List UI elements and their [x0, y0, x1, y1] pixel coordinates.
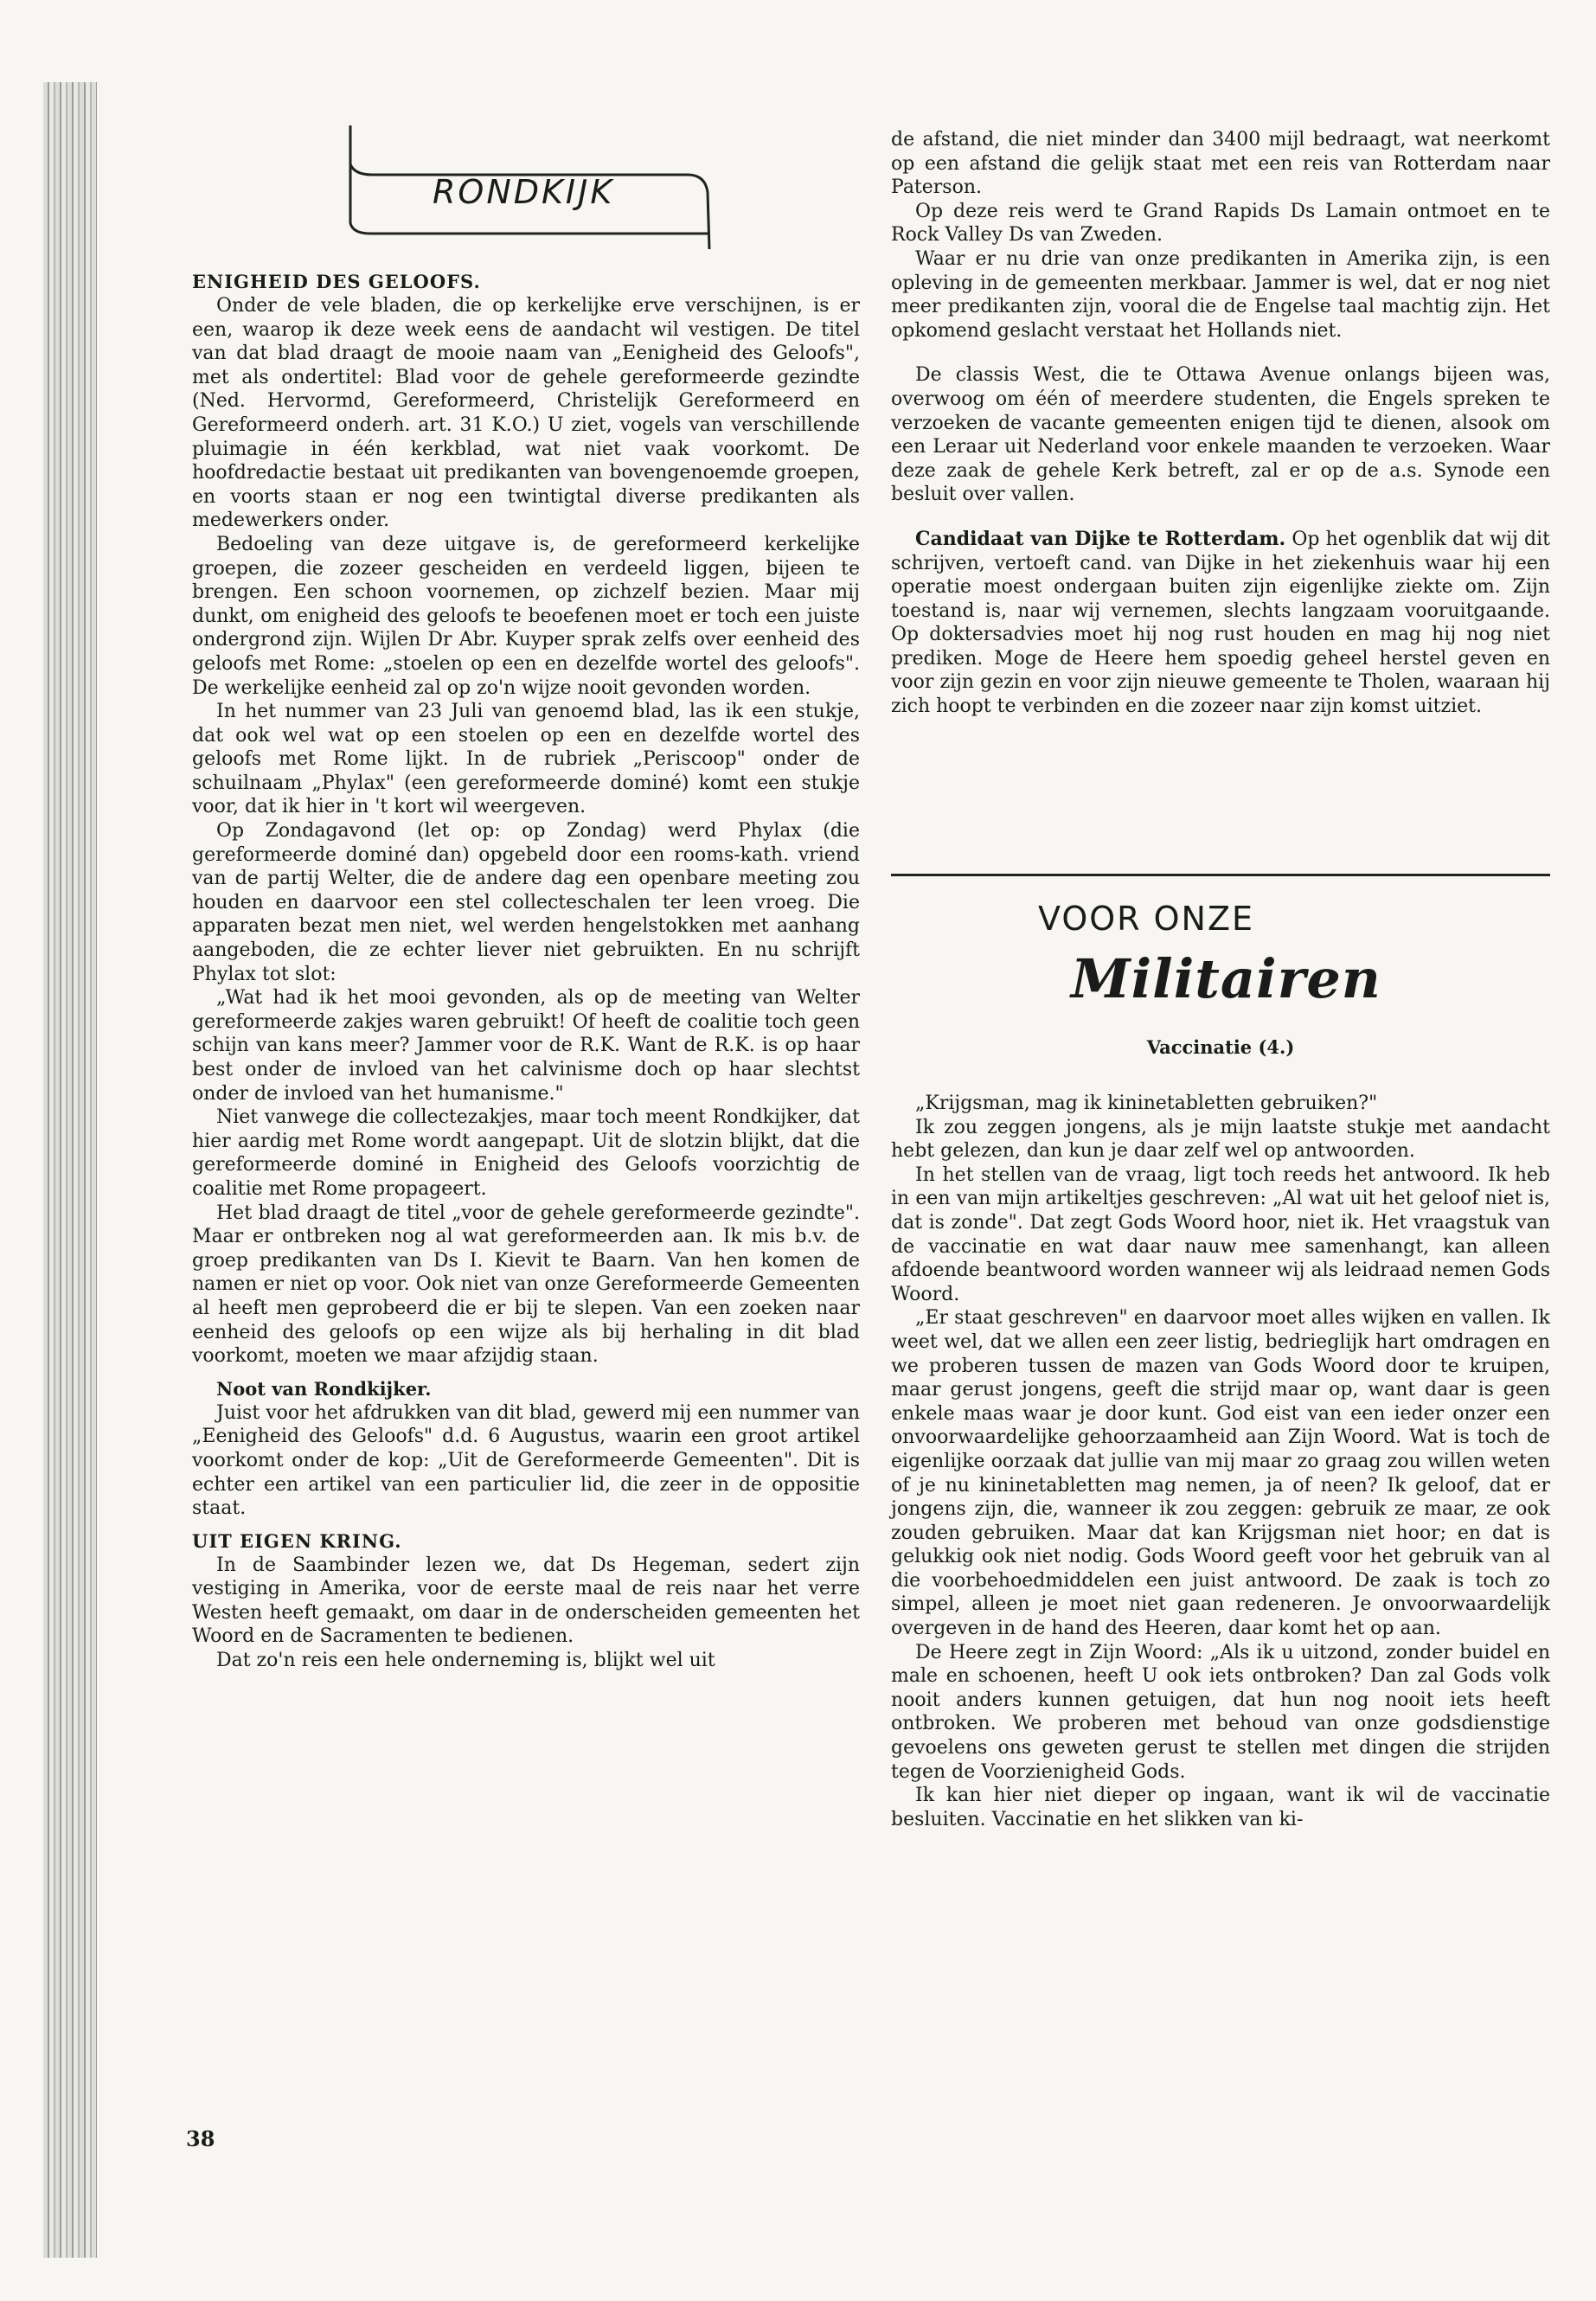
paragraph: „Krijgsman, mag ik kininetabletten gebruiken?" — [915, 1093, 1378, 1114]
paragraph: „Wat had ik het mooi gevonden, als op de meeting van Welter gereformeerde zakjes waren gebruikt! Of heeft de coalitie toch geen schijn van kans meer? Jammer voor de R.K. Want de R.K. is op haar best onder de invloed van het calvinisme doch op haar slechtst onder de invloed van het humanisme." — [192, 987, 860, 1105]
rondkijk-title: RONDKIJK — [433, 173, 615, 211]
paragraph: Ik zou zeggen jongens, als je mijn laatste stukje met aandacht hebt gelezen, dan kun je daar zelf wel op antwoorden. — [891, 1116, 1550, 1163]
heading-uit-eigen-kring: UIT EIGEN KRING. — [192, 1529, 402, 1552]
candidaat-heading: Candidaat van Dijke te Rotterdam. — [915, 527, 1286, 550]
voor-onze-heading: VOOR ONZE — [1038, 900, 1255, 938]
heading-enigheid: ENIGHEID DES GELOOFS. — [192, 271, 481, 292]
paragraph: de afstand, die niet minder dan 3400 mijl bedraagt, wat neerkomt op een afstand die gelijk staat met een reis van Rotterdam naar Paterson. — [891, 129, 1550, 199]
paragraph: Bedoeling van deze uitgave is, de gereformeerd kerkelijke groepen, die zozeer gescheiden en verdeeld liggen, bijeen te brengen. Een schoon voornemen, op zichzelf bezien. Maar mij dunkt, om enigheid des geloofs te beoefenen moet er toch een juiste ondergrond zijn. Wijlen Dr Abr. Kuyper sprak zelfs over eenheid des geloofs met Rome: „stoelen op een en dezelfde wortel des geloofs". De werkelijke eenheid zal op zo'n wijze nooit gevonden worden. — [192, 533, 860, 699]
paragraph: Juist voor het afdrukken van dit blad, gewerd mij een nummer van „Eenigheid des Geloofs" d.d. 6 Augustus, waarin een groot artikel voorkomt onder de kop: „Uit de Gereformeerde Gemeenten". Dit is echter een artikel van een particulier lid, die zeer in de oppositie staat. — [192, 1401, 860, 1520]
vaccinatie-title: Vaccinatie (4.) — [1146, 1036, 1295, 1058]
paragraph: In het stellen van de vraag, ligt toch reeds het antwoord. Ik heb in een van mijn artikeltjes geschreven: „Al wat uit het geloof niet is, dat is zonde". Dat zegt Gods Woord hoor, niet ik. Het vraagstuk van de vaccinatie en wat daar nauw mee samenhangt, kan alleen afdoende beantwoord worden wanneer wij als leidraad nemen Gods Woord. — [891, 1163, 1550, 1305]
paragraph: Op Zondagavond (let op: op Zondag) werd Phylax (die gereformeerde dominé dan) opgebeld door een rooms-kath. vriend van de partij Welter, die de andere dag een openbare meeting zou houden en daarvoor een stel collecteschalen ter leen vroeg. Die apparaten bezat men niet, wel werden hengelstokken met aanhang aangeboden, die ze echter liever niet gebruikten. En nu schrijft Phylax tot slot: — [192, 820, 860, 985]
binding-edge — [43, 82, 97, 2258]
paragraph: In de Saambinder lezen we, dat Ds Hegeman, sedert zijn vestiging in Amerika, voor de eerste maal de reis naar het verre Westen heeft gemaakt, om daar in de onderscheiden gemeenten het Woord en de Sacramenten te bedienen. — [192, 1554, 860, 1648]
left-column — [192, 270, 860, 1673]
paragraph: De classis West, die te Ottawa Avenue onlangs bijeen was, overwoog om één of meerdere studenten, die Engels spreken te verzoeken de vacante gemeenten enigen tijd te dienen, alsook om een Leraar uit Nederland voor enkele maanden te verzoeken. Waar deze zaak de gehele Kerk betreft, zal er op de a.s. Synode een besluit over vallen. — [891, 364, 1550, 506]
paragraph: „Er staat geschreven" en daarvoor moet alles wijken en vallen. Ik weet wel, dat we allen een zeer listig, bedrieglijk hart omdragen en we proberen tussen de mazen van Gods Woord door te kruipen, maar gerust jongens, geeft die strijd maar op, want daar is geen enkele maas waar je door kunt. God eist van een ieder onzer een onvoorwaardelijke gehoorzaamheid aan Zijn Woord. Wat is toch de eigenlijke oorzaak dat jullie van mij maar zo graag zou willen weten of je nu kininetabletten mag nemen, ja of neen? Ik geloof, dat er jongens zijn, die, wanneer ik zou zeggen: gebruik ze maar, ze ook zouden gebruiken. Maar dat kan Krijgsman niet hoor; en dat is gelukkig ook niet nodig. Gods Woord geeft voor het gebruik van al die voorbehoedmiddelen een juist antwoord. De zaak is toch zo simpel, alleen je moet niet gaan redeneren. Je onvoorwaardelijk overgeven in de hand des Heeren, daar komt het op aan. — [891, 1307, 1550, 1640]
militairen-heading: Militairen — [1071, 947, 1381, 1010]
right-column-bottom — [891, 1092, 1550, 1831]
paragraph: Waar er nu drie van onze predikanten in Amerika zijn, is een opleving in de gemeenten merkbaar. Jammer is wel, dat er nog niet meer predikanten zijn, vooral die de Engelse taal machtig zijn. Het opkomend geslacht verstaat het Hollands niet. — [891, 247, 1550, 342]
section-divider — [891, 874, 1550, 876]
paragraph: Niet vanwege die collectezakjes, maar toch meent Rondkijker, dat hier aardig met Rome wordt aangepapt. Uit de slotzin blijkt, dat die gereformeerde dominé in Enigheid des Geloofs voorzichtig de coalitie met Rome propageert. — [192, 1106, 860, 1200]
paragraph: Op deze reis werd te Grand Rapids Ds Lamain ontmoet en te Rock Valley Ds van Zweden. — [891, 200, 1550, 247]
page-number: 38 — [186, 2126, 215, 2151]
right-column-top — [891, 128, 1550, 719]
candidaat-text: Op het ogenblik dat wij dit schrijven, vertoeft cand. van Dijke in het ziekenhuis waar hij een operatie moest ondergaan buiten zijn eigenlijke ziekte om. Zijn toestand is, naar wij vernemen, slechts langzaam vooruitgaande. Op doktersadvies moet hij nog rust houden en mag hij nog niet prediken. Moge de Heere hem spoedig geheel herstel geven en voor zijn gezin en voor zijn nieuwe gemeente te Tholen, waaraan hij zich hoopt te verbinden en die zozeer naar zijn komst uitziet. — [891, 528, 1550, 718]
paragraph: Onder de vele bladen, die op kerkelijke erve verschijnen, is er een, waarop ik deze week eens de aandacht wil vestigen. De titel van dat blad draagt de mooie naam van „Eenigheid des Geloofs", met als ondertitel: Blad voor de gehele gereformeerde gezindte (Ned. Hervormd, Gereformeerd, Christelijk Gereformeerd en Gereformeerd onderh. art. 31 K.O.) U ziet, vogels van verschillende pluimagie in één kerkblad, wat niet vaak voorkomt. De hoofdredactie bestaat uit predikanten van bovengenoemde groepen, en voorts staan er nog een twintigtal diverse predikanten als medewerkers onder. — [192, 295, 860, 532]
paragraph-candidaat — [891, 528, 1550, 719]
rondkijk-banner — [346, 121, 718, 251]
paragraph: In het nummer van 23 Juli van genoemd blad, las ik een stukje, dat ook wel wat op een stoelen op een en dezelfde wortel des geloofs met Rome lijkt. In de rubriek „Periscoop" onder de schuilnaam „Phylax" (een gereformeerde dominé) komt een stukje voor, dat ik hier in 't kort wil weergeven. — [192, 701, 860, 818]
paragraph: Dat zo'n reis een hele onderneming is, blijkt wel uit — [216, 1650, 715, 1672]
paragraph: Ik kan hier niet dieper op ingaan, want ik wil de vaccinatie besluiten. Vaccinatie en het slikken van ki- — [891, 1785, 1550, 1830]
heading-noot: Noot van Rondkijker. — [216, 1377, 432, 1400]
paragraph: Het blad draagt de titel „voor de gehele gereformeerde gezindte". Maar er ontbreken nog al wat gereformeerden aan. Ik mis b.v. de groep predikanten van Ds I. Kievit te Baarn. Van hen komen de namen er niet op voor. Ook niet van onze Gereformeerde Gemeenten al heeft men geprobeerd die er bij te slepen. Van een zoeken naar eenheid des geloofs op een wijze als bij herhaling in dit blad voorkomt, moeten we maar afzijdig staan. — [192, 1202, 860, 1368]
paragraph: De Heere zegt in Zijn Woord: „Als ik u uitzond, zonder buidel en male en schoenen, heeft U ook iets ontbroken? Dan zal Gods volk nooit anders kunnen getuigen, dat hun nog nooit iets heeft ontbroken. We proberen met behoud van onze godsdienstige gevoelens ons geweten gerust te stellen met dingen die strijden tegen de Voorzienigheid Gods. — [891, 1641, 1550, 1783]
